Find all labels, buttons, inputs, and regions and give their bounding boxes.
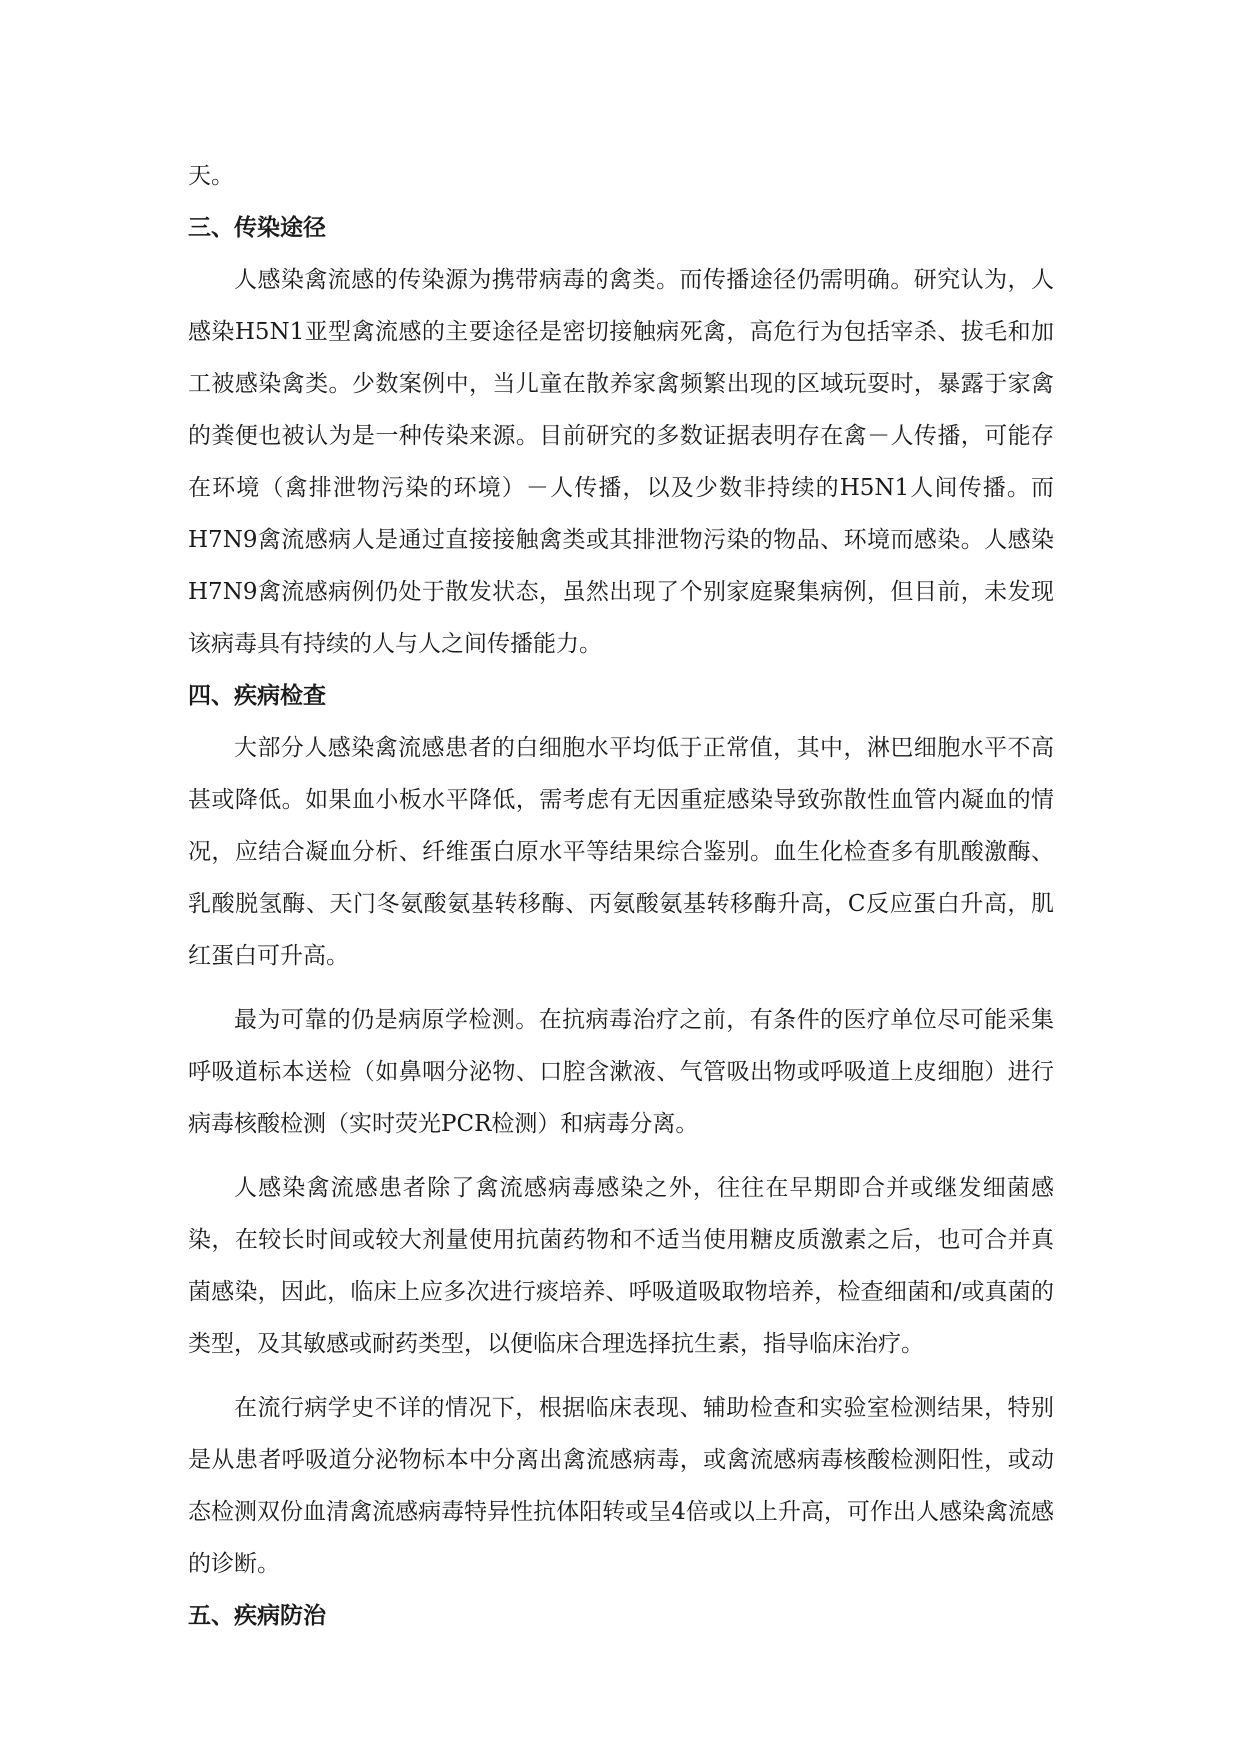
paragraph-diagnosis: 在流行病学史不详的情况下，根据临床表现、辅助检查和实验室检测结果，特别是从患者呼吸道分泌物标本中分离出禽流感病毒，或禽流感病毒核酸检测阳性，或动态检测双份血清禽流感病毒特异性抗体阳转或呈4倍或以上升高，可作出人感染禽流感的诊断。: [188, 1395, 1054, 1577]
paragraph-pathogen-detection: 最为可靠的仍是病原学检测。在抗病毒治疗之前，有条件的医疗单位尽可能采集呼吸道标本送检（如鼻咽分泌物、口腔含漱液、气管吸出物或呼吸道上皮细胞）进行病毒核酸检测（实时荧光PCR检测）和病毒分离。: [188, 1007, 1054, 1137]
section-heading-prevention: 五、疾病防治: [188, 1603, 326, 1629]
paragraph-blood-tests: 大部分人感染禽流感患者的白细胞水平均低于正常值，其中，淋巴细胞水平不高甚或降低。如果血小板水平降低，需考虑有无因重症感染导致弥散性血管内凝血的情况，应结合凝血分析、纤维蛋白原水平等结果综合鉴别。血生化检查多有肌酸激酶、乳酸脱氢酶、天门冬氨酸氨基转移酶、丙氨酸氨基转移酶升高，C反应蛋白升高，肌红蛋白可升高。: [188, 735, 1054, 969]
paragraph-secondary-infection: 人感染禽流感患者除了禽流感病毒感染之外，往往在早期即合并或继发细菌感染，在较长时间或较大剂量使用抗菌药物和不适当使用糖皮质激素之后，也可合并真菌感染，因此，临床上应多次进行痰培养、呼吸道吸取物培养，检查细菌和/或真菌的类型，及其敏感或耐药类型，以便临床合理选择抗生素，指导临床治疗。: [188, 1175, 1054, 1357]
section-heading-examination: 四、疾病检查: [188, 683, 326, 709]
continuation-text: 天。: [188, 163, 234, 189]
section-heading-transmission: 三、传染途径: [188, 215, 326, 241]
document-page: [188, 150, 1054, 1710]
paragraph-transmission: 人感染禽流感的传染源为携带病毒的禽类。而传播途径仍需明确。研究认为，人感染H5N1亚型禽流感的主要途径是密切接触病死禽，高危行为包括宰杀、拔毛和加工被感染禽类。少数案例中，当儿童在散养家禽频繁出现的区域玩耍时，暴露于家禽的粪便也被认为是一种传染来源。目前研究的多数证据表明存在禽－人传播，可能存在环境（禽排泄物污染的环境）－人传播，以及少数非持续的H5N1人间传播。而H7N9禽流感病人是通过直接接触禽类或其排泄物污染的物品、环境而感染。人感染H7N9禽流感病例仍处于散发状态，虽然出现了个别家庭聚集病例，但目前，未发现该病毒具有持续的人与人之间传播能力。: [188, 267, 1054, 657]
